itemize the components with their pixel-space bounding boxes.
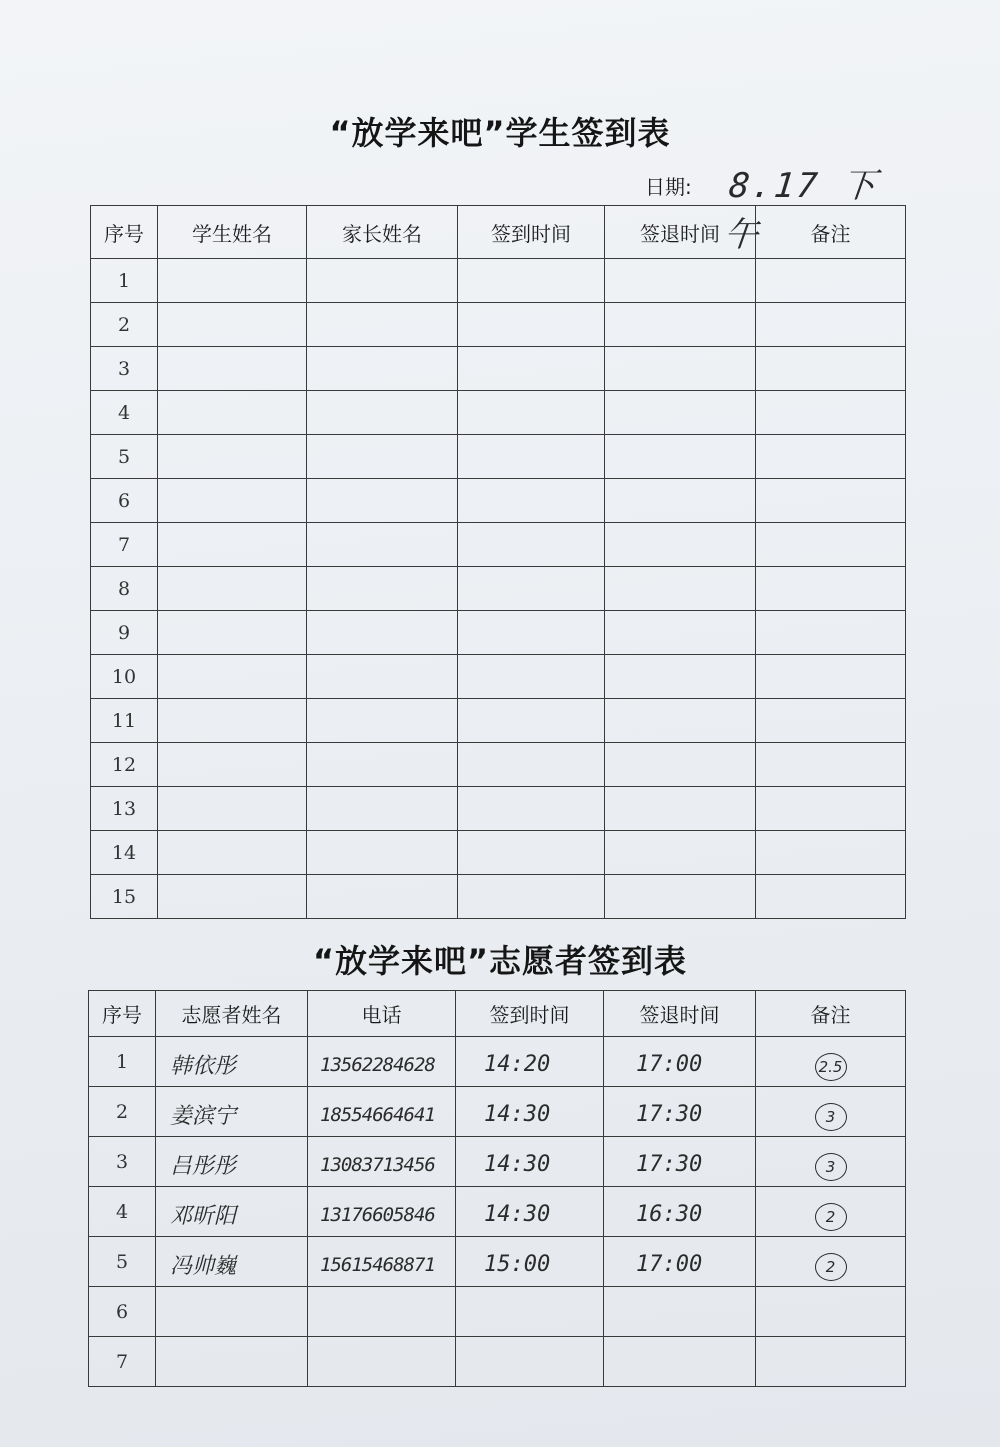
- note-cell: [756, 655, 906, 699]
- note-cell: [756, 567, 906, 611]
- volunteer-signin-table: [88, 990, 906, 1387]
- note-cell: [756, 1087, 906, 1137]
- signin-time-cell: [458, 259, 605, 303]
- student-name-cell: [158, 347, 307, 391]
- phone-cell: 13562284628: [308, 1037, 456, 1087]
- signout-time-cell: [605, 479, 756, 523]
- student-sheet-title: “放学来吧”学生签到表: [329, 114, 671, 152]
- row-index: 3: [91, 347, 158, 391]
- volunteer-name-cell: 邓昕阳: [156, 1187, 308, 1237]
- row-index: 1: [89, 1037, 156, 1087]
- table-row: [91, 875, 906, 919]
- parent-name-cell: [307, 347, 458, 391]
- signin-time-cell: [458, 787, 605, 831]
- note-cell: [756, 875, 906, 919]
- header-note: 备注: [756, 206, 906, 259]
- volunteer-name-cell: 韩依彤: [156, 1037, 308, 1087]
- row-index: 2: [89, 1087, 156, 1137]
- signout-time-cell: [605, 303, 756, 347]
- circled-note: 3: [815, 1153, 847, 1181]
- signin-time-cell: 14:30: [456, 1137, 604, 1187]
- signin-time-cell: [458, 655, 605, 699]
- volunteer-name-cell: [156, 1287, 308, 1337]
- note-cell: [756, 743, 906, 787]
- signout-time-cell: 17:30: [604, 1087, 756, 1137]
- table-header-row: [89, 991, 906, 1037]
- student-name-cell: [158, 699, 307, 743]
- row-index: 14: [91, 831, 158, 875]
- row-index: 5: [91, 435, 158, 479]
- table-row: [91, 259, 906, 303]
- signin-time-cell: [458, 743, 605, 787]
- student-name-cell: [158, 875, 307, 919]
- table-row: [91, 655, 906, 699]
- signin-time-cell: [458, 699, 605, 743]
- row-index: 11: [91, 699, 158, 743]
- student-name-cell: [158, 743, 307, 787]
- signin-time-cell: [458, 831, 605, 875]
- phone-cell: [308, 1287, 456, 1337]
- signin-time-cell: 14:20: [456, 1037, 604, 1087]
- table-header-row: [91, 206, 906, 259]
- note-cell: [756, 1187, 906, 1237]
- row-index: 2: [91, 303, 158, 347]
- signout-time-cell: [605, 787, 756, 831]
- parent-name-cell: [307, 259, 458, 303]
- student-name-cell: [158, 435, 307, 479]
- signout-time-cell: [605, 435, 756, 479]
- note-cell: [756, 259, 906, 303]
- signout-time-cell: [605, 699, 756, 743]
- row-index: 13: [91, 787, 158, 831]
- note-cell: [756, 347, 906, 391]
- signin-time-cell: [456, 1337, 604, 1387]
- note-cell: [756, 1137, 906, 1187]
- parent-name-cell: [307, 391, 458, 435]
- row-index: 4: [89, 1187, 156, 1237]
- signin-time-cell: [458, 435, 605, 479]
- phone-cell: 13176605846: [308, 1187, 456, 1237]
- note-cell: [756, 831, 906, 875]
- signin-time-cell: [458, 611, 605, 655]
- phone-cell: 13083713456: [308, 1137, 456, 1187]
- student-name-cell: [158, 655, 307, 699]
- signout-time-cell: [605, 391, 756, 435]
- parent-name-cell: [307, 831, 458, 875]
- table-row: [89, 1087, 906, 1137]
- table-row: [91, 611, 906, 655]
- table-row: [89, 1337, 906, 1387]
- header-volunteer-name: 志愿者姓名: [156, 991, 308, 1037]
- note-cell: [756, 1037, 906, 1087]
- header-parent-name: 家长姓名: [307, 206, 458, 259]
- signin-time-cell: [458, 303, 605, 347]
- signout-time-cell: [605, 655, 756, 699]
- row-index: 10: [91, 655, 158, 699]
- parent-name-cell: [307, 303, 458, 347]
- phone-cell: 18554664641: [308, 1087, 456, 1137]
- note-cell: [756, 699, 906, 743]
- header-note: 备注: [756, 991, 906, 1037]
- row-index: 5: [89, 1237, 156, 1287]
- header-index: 序号: [91, 206, 158, 259]
- header-student-name: 学生姓名: [158, 206, 307, 259]
- signin-time-cell: [458, 875, 605, 919]
- student-name-cell: [158, 303, 307, 347]
- volunteer-name-cell: [156, 1337, 308, 1387]
- note-cell: [756, 391, 906, 435]
- table-row: [91, 699, 906, 743]
- header-signin-time: 签到时间: [458, 206, 605, 259]
- date-value: 8.17 下午: [721, 166, 880, 255]
- parent-name-cell: [307, 699, 458, 743]
- volunteer-sheet-title: “放学来吧”志愿者签到表: [312, 942, 688, 980]
- circled-note: 2: [815, 1253, 847, 1281]
- signout-time-cell: 17:00: [604, 1237, 756, 1287]
- circled-note: 3: [815, 1103, 847, 1131]
- table-row: [89, 1287, 906, 1337]
- row-index: 3: [89, 1137, 156, 1187]
- signout-time-cell: [605, 743, 756, 787]
- signout-time-cell: [605, 875, 756, 919]
- signout-time-cell: [604, 1287, 756, 1337]
- signout-time-cell: [604, 1337, 756, 1387]
- row-index: 15: [91, 875, 158, 919]
- volunteer-name-cell: 吕彤彤: [156, 1137, 308, 1187]
- note-cell: [756, 303, 906, 347]
- signout-time-cell: [605, 831, 756, 875]
- student-name-cell: [158, 391, 307, 435]
- note-cell: [756, 1287, 906, 1337]
- parent-name-cell: [307, 655, 458, 699]
- row-index: 7: [91, 523, 158, 567]
- volunteer-name-cell: 姜滨宁: [156, 1087, 308, 1137]
- row-index: 9: [91, 611, 158, 655]
- table-row: [91, 743, 906, 787]
- parent-name-cell: [307, 567, 458, 611]
- table-row: [91, 787, 906, 831]
- student-signin-table: [90, 205, 906, 919]
- student-name-cell: [158, 831, 307, 875]
- parent-name-cell: [307, 523, 458, 567]
- table-row: [89, 1187, 906, 1237]
- signout-time-cell: 17:00: [604, 1037, 756, 1087]
- table-row: [91, 479, 906, 523]
- student-name-cell: [158, 259, 307, 303]
- signin-time-cell: 14:30: [456, 1187, 604, 1237]
- header-signout-time: 签退时间: [604, 991, 756, 1037]
- table-row: [91, 831, 906, 875]
- note-cell: [756, 787, 906, 831]
- parent-name-cell: [307, 787, 458, 831]
- table-row: [89, 1237, 906, 1287]
- table-row: [91, 303, 906, 347]
- parent-name-cell: [307, 479, 458, 523]
- row-index: 8: [91, 567, 158, 611]
- signin-time-cell: [458, 479, 605, 523]
- signout-time-cell: [605, 523, 756, 567]
- table-row: [91, 435, 906, 479]
- header-signin-time: 签到时间: [456, 991, 604, 1037]
- table-row: [91, 391, 906, 435]
- signin-time-cell: [456, 1287, 604, 1337]
- row-index: 4: [91, 391, 158, 435]
- signout-time-cell: [605, 259, 756, 303]
- signout-time-cell: [605, 347, 756, 391]
- signout-time-cell: [605, 611, 756, 655]
- student-name-cell: [158, 523, 307, 567]
- table-row: [91, 523, 906, 567]
- signin-time-cell: [458, 523, 605, 567]
- header-index: 序号: [89, 991, 156, 1037]
- header-phone: 电话: [308, 991, 456, 1037]
- signin-time-cell: 14:30: [456, 1087, 604, 1137]
- student-name-cell: [158, 611, 307, 655]
- row-index: 6: [89, 1287, 156, 1337]
- table-row: [89, 1137, 906, 1187]
- row-index: 1: [91, 259, 158, 303]
- student-name-cell: [158, 567, 307, 611]
- parent-name-cell: [307, 611, 458, 655]
- signin-time-cell: [458, 391, 605, 435]
- row-index: 7: [89, 1337, 156, 1387]
- parent-name-cell: [307, 875, 458, 919]
- phone-cell: [308, 1337, 456, 1387]
- row-index: 6: [91, 479, 158, 523]
- signout-time-cell: 17:30: [604, 1137, 756, 1187]
- parent-name-cell: [307, 435, 458, 479]
- student-name-cell: [158, 479, 307, 523]
- parent-name-cell: [307, 743, 458, 787]
- signin-time-cell: [458, 567, 605, 611]
- table-row: [91, 347, 906, 391]
- note-cell: [756, 611, 906, 655]
- table-row: [91, 567, 906, 611]
- note-cell: [756, 1237, 906, 1287]
- circled-note: 2.5: [815, 1053, 847, 1081]
- signout-time-cell: [605, 567, 756, 611]
- row-index: 12: [91, 743, 158, 787]
- signout-time-cell: 16:30: [604, 1187, 756, 1237]
- phone-cell: 15615468871: [308, 1237, 456, 1287]
- date-label: 日期:: [645, 175, 692, 199]
- volunteer-name-cell: 冯帅巍: [156, 1237, 308, 1287]
- table-row: [89, 1037, 906, 1087]
- signin-time-cell: [458, 347, 605, 391]
- note-cell: [756, 1337, 906, 1387]
- circled-note: 2: [815, 1203, 847, 1231]
- note-cell: [756, 435, 906, 479]
- note-cell: [756, 479, 906, 523]
- student-name-cell: [158, 787, 307, 831]
- signin-time-cell: 15:00: [456, 1237, 604, 1287]
- header-signout-time: 签退时间: [605, 206, 756, 259]
- note-cell: [756, 523, 906, 567]
